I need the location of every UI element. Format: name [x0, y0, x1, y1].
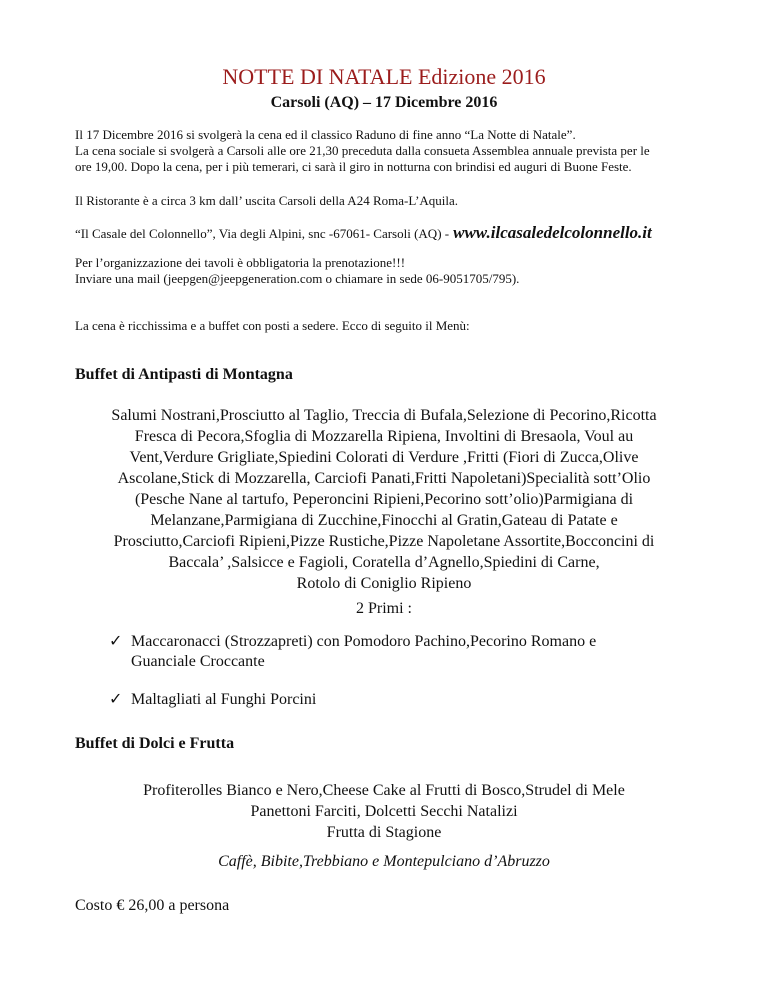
intro-line: La cena sociale si svolgerà a Carsoli alle ore 21,30 preceduta dalla consueta Assemblea annuale prevista per le [75, 143, 650, 158]
antipasti-line: Prosciutto,Carciofi Ripieni,Pizze Rustiche,Pizze Napoletane Assortite,Bocconcini di [113, 533, 655, 550]
restaurant-address [75, 225, 715, 242]
page-subtitle: Carsoli (AQ) – 17 Dicembre 2016 [270, 94, 498, 111]
website-link[interactable]: www.ilcasaledelcolonnello.it [453, 223, 652, 242]
antipasti-line: Fresca di Pecora,Sfoglia di Mozzarella Ripiena, Involtini di Bresaola, Voul au [134, 428, 634, 445]
antipasti-list [60, 405, 708, 552]
dolci-heading: Buffet di Dolci e Frutta [75, 735, 235, 752]
booking-paragraph [75, 255, 715, 287]
primi-item-line: Guanciale Croccante [131, 653, 265, 670]
antipasti-line: (Pesche Nane al tartufo, Peperoncini Ripieni,Pecorino sott’olio)Parmigiana di [134, 491, 634, 508]
antipasti-list-end [60, 552, 708, 594]
primi-item-line: Maltagliati al Funghi Porcini [131, 691, 317, 708]
booking-line: Inviare una mail (jeepgen@jeepgeneration.com o chiamare in sede 06-9051705/795). [75, 271, 520, 286]
page-title: NOTTE DI NATALE Edizione 2016 [222, 64, 546, 89]
primi-heading: 2 Primi : [355, 600, 412, 617]
dolci-line: Frutta di Stagione [326, 824, 442, 841]
dolci-line: Profiterolles Bianco e Nero,Cheese Cake al Frutti di Bosco,Strudel di Mele [143, 782, 625, 799]
intro-line: Il 17 Dicembre 2016 si svolgerà la cena ed il classico Raduno di fine anno “La Notte di Natale”. [75, 127, 576, 142]
booking-line: Per l’organizzazione dei tavoli è obbligatoria la prenotazione!!! [75, 255, 406, 270]
intro-line: ore 19,00. Dopo la cena, per i più temerari, ci sarà il giro in notturna con brindisi ed auguri di Buone Feste. [75, 159, 632, 174]
checkmark-icon: ✓ [109, 691, 123, 708]
intro-paragraph [75, 127, 715, 175]
price-line: Costo € 26,00 a persona [75, 897, 230, 914]
primi-item-line: Maccaronacci (Strozzapreti) con Pomodoro Pachino,Pecorino Romano e [131, 633, 597, 650]
antipasti-line: Melanzane,Parmigiana di Zucchine,Finocchi al Gratin,Gateau di Patate e [150, 512, 618, 529]
antipasti-line: Baccala’ ,Salsicce e Fagioli, Coratella d’Agnello,Spiedini di Carne, [168, 554, 600, 571]
menu-intro: La cena è ricchissima e a buffet con posti a sedere. Ecco di seguito il Menù: [75, 318, 470, 333]
antipasti-last-line: Rotolo di Coniglio Ripieno [296, 575, 472, 592]
checkmark-icon: ✓ [109, 633, 123, 650]
address-text: “Il Casale del Colonnello”, Via degli Alpini, snc -67061- Carsoli (AQ) - [75, 226, 450, 241]
antipasti-line: Salumi Nostrani,Prosciutto al Taglio, Treccia di Bufala,Selezione di Pecorino,Ricotta [111, 407, 657, 424]
primi-item [109, 690, 709, 710]
dolci-list [60, 780, 708, 843]
antipasti-line: Ascolane,Stick di Mozzarella, Carciofi Panati,Fritti Napoletani)Specialità sott’Olio [117, 470, 651, 487]
dolci-line: Panettoni Farciti, Dolcetti Secchi Natalizi [250, 803, 518, 820]
distance-note: Il Ristorante è a circa 3 km dall’ uscita Carsoli della A24 Roma-L’Aquila. [75, 193, 459, 208]
primi-item [109, 632, 709, 672]
drinks-line: Caffè, Bibite,Trebbiano e Montepulciano d’Abruzzo [218, 853, 550, 870]
antipasti-heading: Buffet di Antipasti di Montagna [75, 366, 293, 383]
antipasti-line: Vent,Verdure Grigliate,Spiedini Colorati di Verdure ,Fritti (Fiori di Zucca,Olive [129, 449, 639, 466]
